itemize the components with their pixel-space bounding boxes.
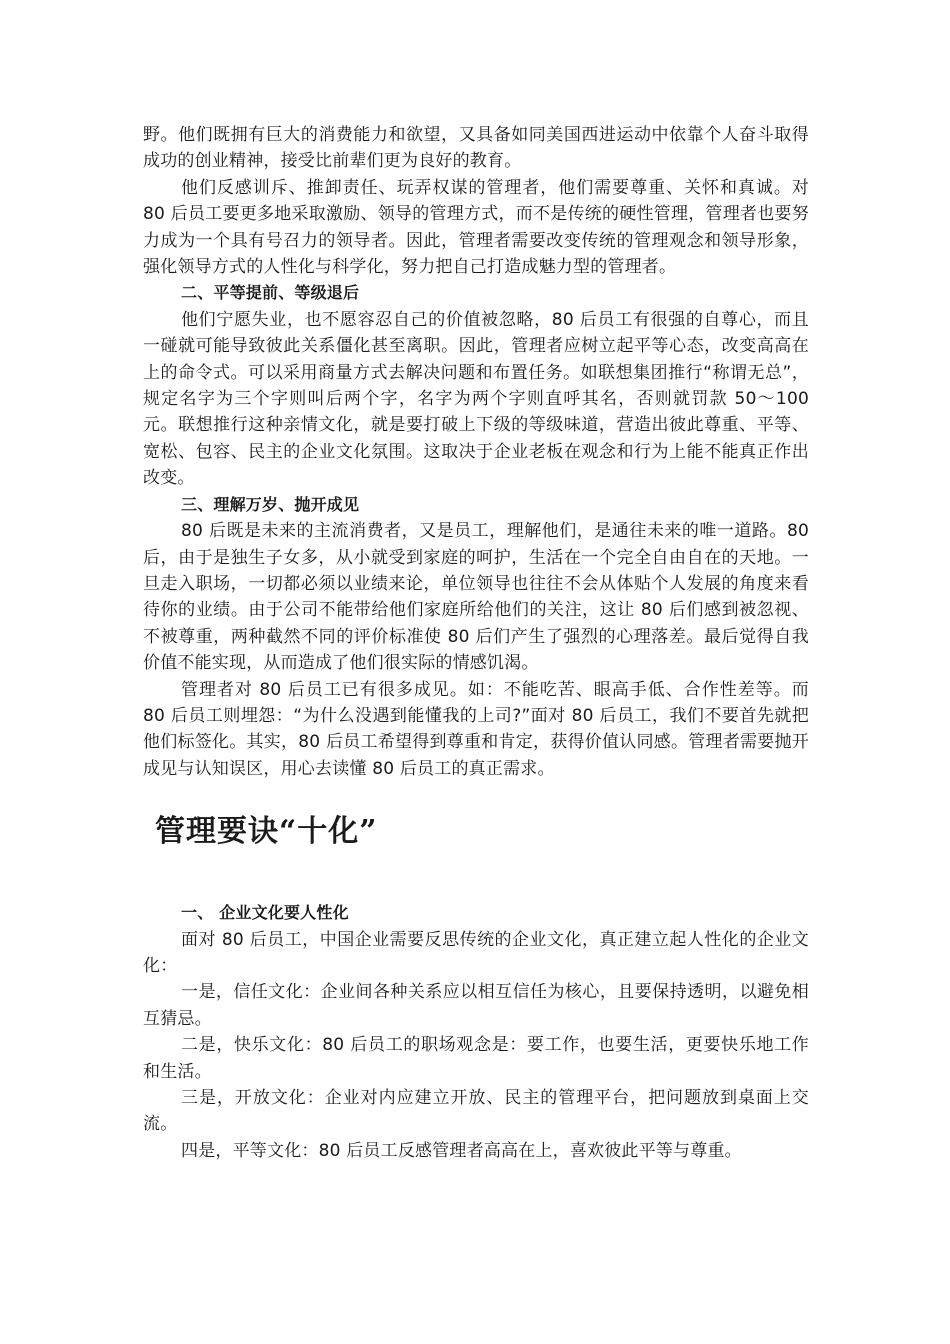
paragraph: 二是，快乐文化：80 后员工的职场观念是：要工作，也要生活，更要快乐地工作和生活。 (143, 1035, 809, 1082)
paragraph: 三是，开放文化：企业对内应建立开放、民主的管理平台，把问题放到桌面上交流。 (143, 1088, 809, 1135)
subheading: 一、 企业文化要人性化 (181, 903, 349, 923)
paragraph: 四是，平等文化：80 后员工反感管理者高高在上，喜欢彼此平等与尊重。 (181, 1140, 742, 1161)
paragraph: 他们反感训斥、推卸责任、玩弄权谋的管理者，他们需要尊重、关怀和真诚。对 80 后员工要更多地采取激励、领导的管理方式，而不是传统的硬性管理，管理者也要努力成为一个具有号召力的领导者。因此，管理者需要改变传统的管理观念和领导形象，强化领导方式的人性化与科学化，努力把自己打造成魅力型的管理者。 (143, 177, 809, 278)
paragraph: 他们宁愿失业，也不愿容忍自己的价值被忽略，80 后员工有很强的自尊心，而且一碰就可能导致彼此关系僵化甚至离职。因此，管理者应树立起平等心态，改变高高在上的命令式。可以采用商量方式去解决问题和布置任务。如联想集团推行“称谓无总”，规定名字为三个字则叫后两个字，名字为两个字则直呼其名，否则就罚款 50～100 元。联想推行这种亲情文化，就是要打破上下级的等级味道，营造出彼此尊重、平等、宽松、包容、民主的企业文化氛围。这取决于企业老板在观念和行为上能不能真正作出改变。 (143, 309, 809, 489)
section-title: 管理要诀“十化” (155, 814, 378, 850)
document-page (143, 122, 809, 1164)
paragraph: 野。他们既拥有巨大的消费能力和欲望，又具备如同美国西进运动中依靠个人奋斗取得成功的创业精神，接受比前辈们更为良好的教育。 (143, 125, 809, 172)
paragraph: 面对 80 后员工，中国企业需要反思传统的企业文化，真正建立起人性化的企业文化： (143, 929, 809, 976)
paragraph: 管理者对 80 后员工已有很多成见。如：不能吃苦、眼高手低、合作性差等。而 80 后员工则埋怨：“为什么没遇到能懂我的上司?”面对 80 后员工，我们不要首先就把他们标签化。其实，80 后员工希望得到尊重和肯定，获得价值认同感。管理者需要抛开成见与认知误区，用心去读懂 80 后员工的真正需求。 (143, 679, 809, 779)
body-text-top (143, 122, 809, 782)
paragraph: 80 后既是未来的主流消费者，又是员工，理解他们，是通往未来的唯一道路。80 后，由于是独生子女多，从小就受到家庭的呵护，生活在一个完全自由自在的天地。一旦走入职场，一切都必须以业绩来论，单位领导也往往不会从体贴个人发展的角度来看待你的业绩。由于公司不能带给他们家庭所给他们的关注，这让 80 后们感到被忽视、不被尊重，两种截然不同的评价标准使 80 后们产生了强烈的心理落差。最后觉得自我价值不能实现，从而造成了他们很实际的情感饥渴。 (143, 521, 809, 674)
subheading: 三、理解万岁、抛开成见 (181, 494, 360, 514)
body-text-bottom (143, 900, 809, 1164)
spacer (143, 852, 809, 900)
subheading: 二、平等提前、等级退后 (181, 283, 360, 303)
paragraph: 一是，信任文化：企业间各种关系应以相互信任为核心，且要保持透明，以避免相互猜忌。 (143, 982, 809, 1029)
